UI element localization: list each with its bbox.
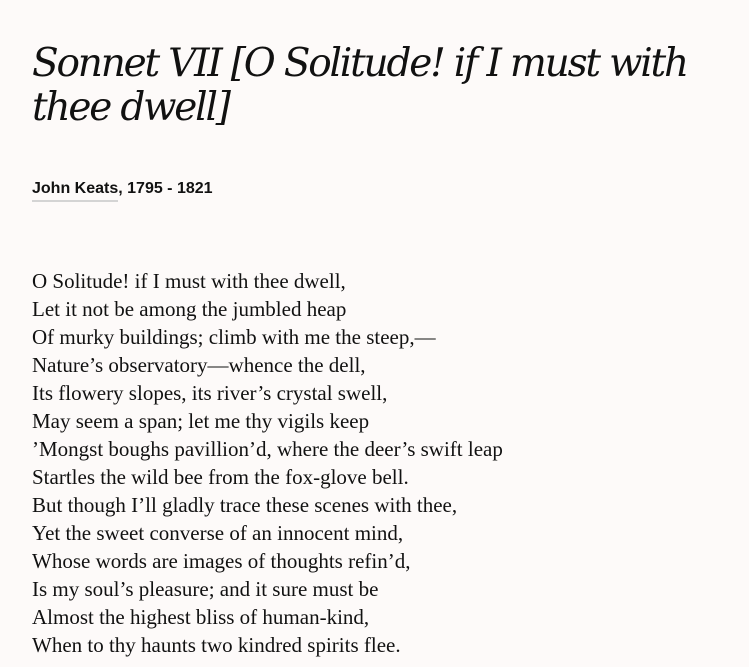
poem-line: Its flowery slopes, its river’s crystal swell,: [32, 381, 388, 405]
poem-line: When to thy haunts two kindred spirits flee.: [32, 633, 401, 657]
author-dates: 1795 - 1821: [127, 180, 213, 197]
poem-line: ’Mongst boughs pavillion’d, where the deer’s swift leap: [32, 437, 503, 461]
poem-line: Whose words are images of thoughts refin’d,: [32, 549, 411, 573]
poem-body: [32, 267, 503, 659]
poem-line: Yet the sweet converse of an innocent mind,: [32, 521, 404, 545]
poem-line: O Solitude! if I must with thee dwell,: [32, 269, 346, 293]
poem-line: Of murky buildings; climb with me the steep,—: [32, 325, 436, 349]
byline: [32, 179, 213, 199]
poem-line: Almost the highest bliss of human-kind,: [32, 605, 370, 629]
poem-line: May seem a span; let me thy vigils keep: [32, 409, 370, 433]
poem-line: Startles the wild bee from the fox-glove bell.: [32, 465, 409, 489]
poem-title: Sonnet VII [O Solitude! if I must with thee dwell]: [32, 41, 687, 130]
author-link[interactable]: John Keats: [32, 180, 118, 202]
byline-separator: ,: [118, 180, 128, 197]
poem-line: Is my soul’s pleasure; and it sure must be: [32, 577, 379, 601]
poem-line: But though I’ll gladly trace these scenes with thee,: [32, 493, 458, 517]
poem-line: Let it not be among the jumbled heap: [32, 297, 347, 321]
poem-line: Nature’s observatory—whence the dell,: [32, 353, 366, 377]
